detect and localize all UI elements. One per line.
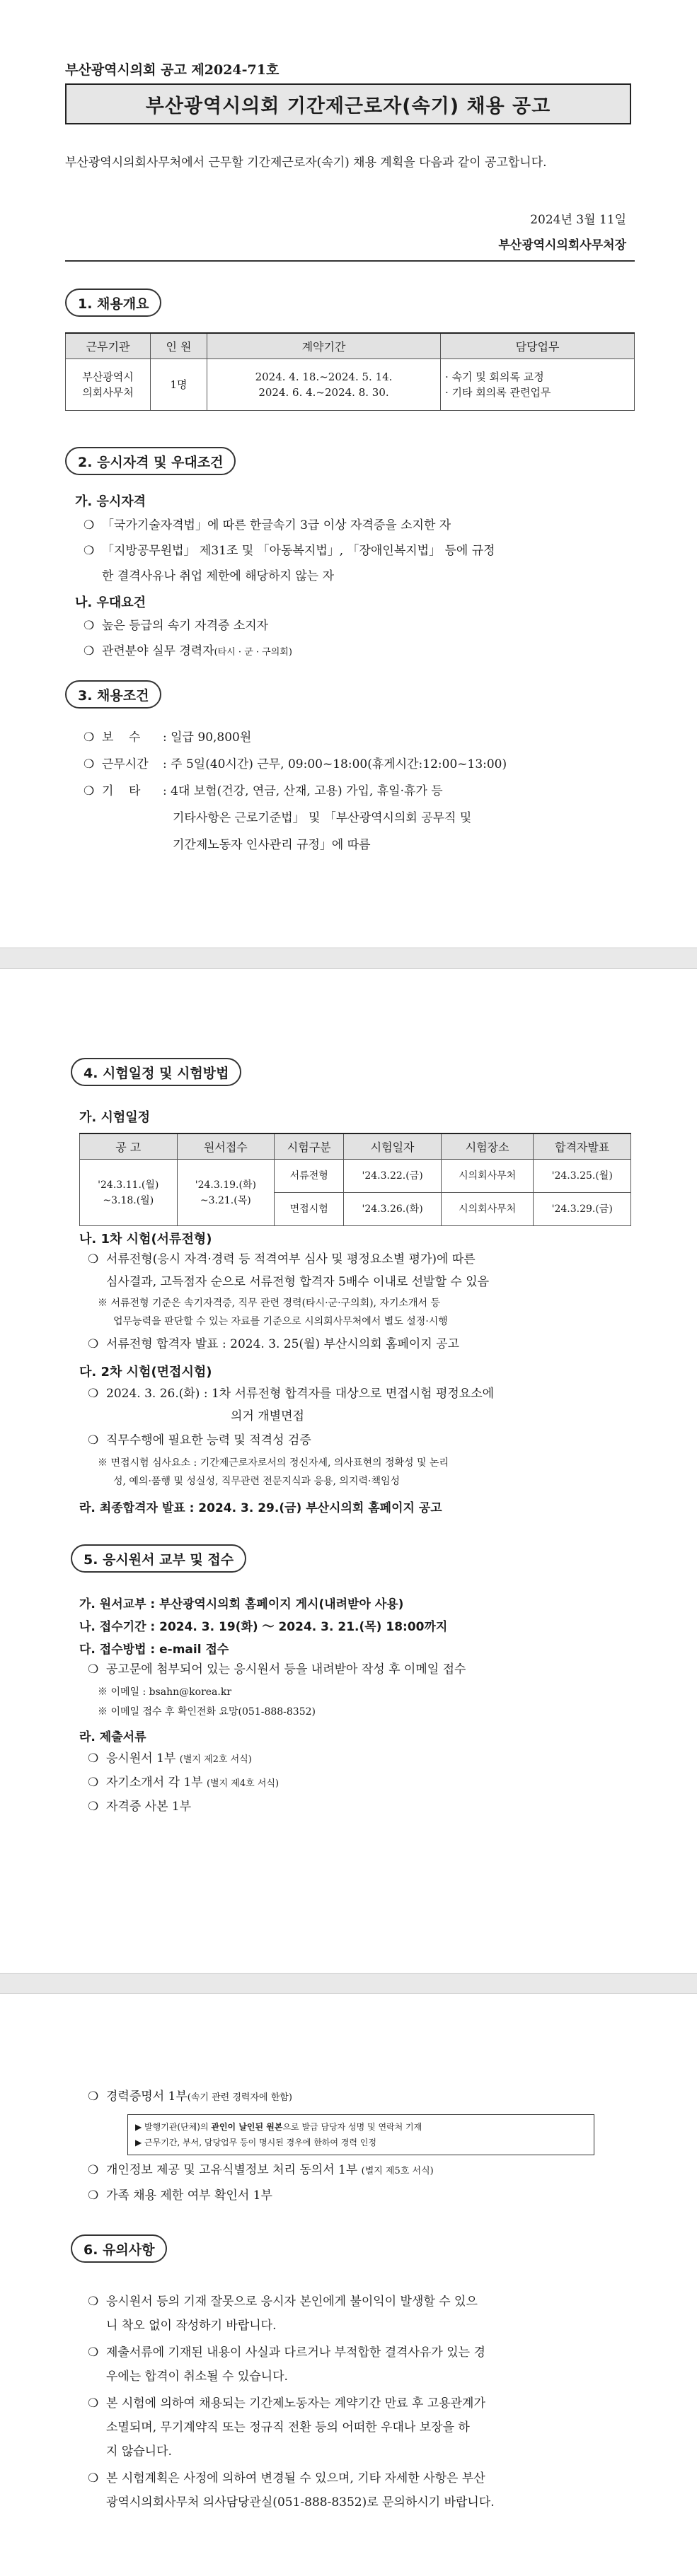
item-text: 가족 채용 제한 여부 확인서 1부	[106, 2189, 272, 2203]
list-item	[88, 2161, 434, 2181]
career-note-1	[135, 2119, 587, 2135]
item-continuation: 심사결과, 고득점자 순으로 서류전형 합격자 5배수 이내로 선발할 수 있음	[106, 1275, 490, 1289]
sub-heading: 다. 접수방법 : e-mail 접수	[79, 1643, 229, 1657]
bullet-icon: ❍	[88, 2090, 99, 2104]
section-6-title: 6. 유의사항	[71, 2234, 167, 2263]
cell-duty	[441, 359, 635, 411]
list-item	[88, 1749, 252, 1769]
sub-heading: 가. 원서교부 : 부산광역시의회 홈페이지 게시(내려받아 사용)	[79, 1597, 404, 1612]
item-text: 본 시험계획은 사정에 의하여 변경될 수 있으며, 기타 자세한 사항은 부산	[106, 2471, 485, 2485]
item-note: (별지 제5호 서식)	[361, 2166, 434, 2176]
duty-1: · 속기 및 회의록 교정	[445, 371, 544, 383]
email-note: ※ 이메일 : bsahn@korea.kr	[98, 1686, 232, 1698]
page-1	[0, 0, 697, 948]
cell-date: '24.3.22.(금)	[344, 1160, 442, 1193]
bullet-icon: ❍	[88, 1337, 99, 1351]
list-item	[88, 1335, 459, 1353]
issuing-organization: 부산광역시의회사무처장	[498, 238, 626, 252]
item-text: 「지방공무원법」 제31조 및 「아동복지법」, 「장애인복지법」 등에 규정	[102, 544, 495, 558]
col-header: 담당업무	[441, 333, 635, 359]
item-text: 자격증 사본 1부	[106, 1800, 192, 1814]
list-item	[88, 1250, 476, 1269]
sub-heading: 나. 우대요건	[75, 595, 146, 610]
list-item	[88, 1797, 191, 1816]
note: ※ 면접시험 심사요소 : 기간제근로자로서의 정신자세, 의사표현의 정확성 및 논리	[98, 1457, 449, 1469]
page-3	[0, 1994, 697, 2576]
career-note-box	[127, 2114, 594, 2155]
item-text: : 일급 90,800원	[163, 730, 252, 745]
note-text: 으로 발급 담당자 성명 및 연락처 기재	[282, 2122, 422, 2132]
item-text: : 4대 보험(건강, 연금, 산재, 고용) 가입, 휴일·휴가 등	[163, 784, 443, 798]
list-item	[88, 2394, 485, 2413]
list-item	[88, 1431, 311, 1450]
cell-place: 시의회사무처	[441, 1193, 534, 1226]
announcement-date: 2024년 3월 11일	[530, 213, 626, 227]
list-item	[88, 1773, 279, 1793]
item-note: (별지 제4호 서식)	[206, 1778, 280, 1789]
item-text: 서류전형 합격자 발표 : 2024. 3. 25(월) 부산시의회 홈페이지 공고	[106, 1337, 460, 1351]
list-item	[88, 1660, 466, 1679]
list-item	[83, 516, 451, 535]
item-continuation: 의거 개별면접	[231, 1409, 304, 1423]
career-note-2: ▶ 근무기간, 부서, 담당업무 등이 명시된 경우에 한하여 경력 인정	[135, 2138, 376, 2147]
item-continuation: 우에는 합격이 취소될 수 있습니다.	[106, 2370, 288, 2384]
bullet-icon: ❍	[83, 757, 95, 771]
section-4-title: 4. 시험일정 및 시험방법	[71, 1058, 241, 1086]
col-header: 근무기관	[66, 333, 151, 359]
cell-type: 서류전형	[275, 1160, 344, 1193]
section-3-title: 3. 채용조건	[65, 680, 161, 709]
item-text: 서류전형(응시 자격·경력 등 적격여부 심사 및 평정요소별 평가)에 따른	[106, 1252, 476, 1266]
page-break	[0, 1973, 697, 1994]
item-continuation: 소멸되며, 무기계약직 또는 정규직 전환 등의 어떠한 우대나 보장을 하	[106, 2420, 470, 2435]
list-item	[88, 1385, 494, 1403]
announcement-title: 부산광역시의회 기간제근로자(속기) 채용 공고	[65, 83, 631, 124]
list-item	[88, 2292, 478, 2311]
cell-apply: '24.3.19.(화) ~3.21.(목)	[177, 1160, 275, 1226]
item-note: (속기 관련 경력자에 한함)	[187, 2092, 292, 2103]
item-continuation: 기간제노동자 인사관리 규정」에 따름	[173, 838, 371, 852]
bullet-icon: ❍	[88, 2189, 99, 2203]
bullet-icon: ❍	[88, 1433, 99, 1447]
bullet-icon: ❍	[83, 518, 95, 532]
period-1: 2024. 4. 18.~2024. 5. 14.	[255, 371, 393, 383]
bullet-icon: ❍	[83, 544, 95, 558]
section-2-title: 2. 응시자격 및 우대조건	[65, 447, 236, 475]
item-text: 직무수행에 필요한 능력 및 적격성 검증	[106, 1433, 311, 1447]
list-item	[83, 782, 443, 800]
bullet-icon: ❍	[88, 2345, 99, 2360]
sub-heading: 다. 2차 시험(면접시험)	[79, 1365, 212, 1380]
item-text: : 주 5일(40시간) 근무, 09:00~18:00(휴게시간:12:00~13:00)	[163, 757, 507, 771]
item-text: 본 시험에 의하여 채용되는 기간제노동자는 계약기간 만료 후 고용관계가	[106, 2396, 485, 2411]
sub-heading: 라. 제출서류	[79, 1730, 146, 1744]
item-label: 기 타	[102, 784, 141, 798]
col-header: 인 원	[151, 333, 207, 359]
list-item	[83, 617, 268, 635]
table-row	[66, 359, 635, 411]
email-confirm-note: ※ 이메일 접수 후 확인전화 요망(051-888-8352)	[98, 1706, 316, 1718]
intro-text: 부산광역시의회사무처에서 근무할 기간제근로자(속기) 채용 계획을 다음과 같이 공고합니다.	[65, 156, 547, 170]
bullet-icon: ❍	[88, 1776, 99, 1790]
item-text: 응시원서 1부	[106, 1752, 176, 1766]
bullet-icon: ❍	[88, 1752, 99, 1766]
cell-agency: 부산광역시 의회사무처	[66, 359, 151, 411]
section-5-title: 5. 응시원서 교부 및 접수	[71, 1544, 246, 1573]
cell-period	[207, 359, 441, 411]
list-item	[88, 2469, 485, 2488]
sub-heading: 나. 1차 시험(서류전형)	[79, 1232, 212, 1247]
divider	[65, 260, 635, 262]
bullet-icon: ❍	[88, 2295, 99, 2309]
sub-heading: 가. 응시자격	[75, 494, 146, 509]
item-text: 응시원서 등의 기재 잘못으로 응시자 본인에게 불이익이 발생할 수 있으	[106, 2295, 478, 2309]
col-header: 시험구분	[275, 1133, 344, 1160]
item-continuation: 한 결격사유나 취업 제한에 해당하지 않는 자	[102, 569, 335, 583]
col-header: 공 고	[80, 1133, 178, 1160]
list-item	[88, 2343, 485, 2362]
cell-notice: '24.3.11.(월) ~3.18.(월)	[80, 1160, 178, 1226]
item-text: 2024. 3. 26.(화) : 1차 서류전형 합격자를 대상으로 면접시험 평정요소에	[106, 1387, 495, 1401]
bullet-icon: ❍	[88, 1252, 99, 1266]
item-note: (타시 · 군 · 구의회)	[214, 647, 292, 658]
item-text: 높은 등급의 속기 자격증 소지자	[102, 619, 269, 633]
bullet-icon: ❍	[88, 1387, 99, 1401]
col-header: 시험일자	[344, 1133, 442, 1160]
item-continuation: 광역시의회사무처 의사담당관실(051-888-8352)로 문의하시기 바랍니다.	[106, 2495, 495, 2510]
cell-type: 면접시험	[275, 1193, 344, 1226]
table-row	[80, 1160, 631, 1193]
item-text: 관련분야 실무 경력자	[102, 644, 214, 658]
note: 성, 예의·품행 및 성실성, 직무관련 전문지식과 응용, 의지력·책임성	[113, 1476, 401, 1487]
cell-result: '24.3.25.(월)	[534, 1160, 631, 1193]
bullet-icon: ❍	[83, 730, 95, 745]
note-emphasis: 관인이 날인된 원본	[211, 2122, 283, 2132]
list-item	[83, 728, 251, 747]
item-note: (별지 제2호 서식)	[179, 1754, 252, 1765]
item-continuation: 지 않습니다.	[106, 2444, 172, 2459]
bullet-icon: ❍	[88, 1800, 99, 1814]
item-label: 근무시간	[102, 757, 149, 771]
bullet-icon: ❍	[83, 644, 95, 658]
item-label: 보 수	[102, 730, 141, 745]
col-header: 계약기간	[207, 333, 441, 359]
col-header: 원서접수	[177, 1133, 275, 1160]
sub-heading: 가. 시험일정	[79, 1110, 151, 1125]
list-item	[88, 2186, 272, 2205]
list-item	[83, 542, 495, 560]
cell-result: '24.3.29.(금)	[534, 1193, 631, 1226]
note: 업무능력을 판단할 수 있는 자료를 기준으로 시의회사무처에서 별도 설정·시행	[113, 1316, 448, 1327]
cell-count: 1명	[151, 359, 207, 411]
list-item	[83, 642, 292, 662]
schedule-table	[79, 1133, 631, 1226]
duty-2: · 기타 회의록 관련업무	[445, 386, 551, 399]
item-text: 개인정보 제공 및 고유식별정보 처리 동의서 1부	[106, 2163, 358, 2177]
item-text: 제출서류에 기재된 내용이 사실과 다르거나 부적합한 결격사유가 있는 경	[106, 2345, 485, 2360]
note-text: ▶ 발행기관(단체)의	[135, 2122, 212, 2132]
sub-heading: 나. 접수기간 : 2024. 3. 19(화) ～ 2024. 3. 21.(목) 18:00까지	[79, 1620, 448, 1634]
period-2: 2024. 6. 4.~2024. 8. 30.	[258, 386, 389, 399]
bullet-icon: ❍	[83, 784, 95, 798]
page-break	[0, 948, 697, 969]
list-item	[88, 2087, 292, 2107]
bullet-icon: ❍	[83, 619, 95, 633]
bullet-icon: ❍	[88, 2396, 99, 2411]
section-1-title: 1. 채용개요	[65, 289, 161, 317]
item-continuation: 니 착오 없이 작성하기 바랍니다.	[106, 2319, 277, 2333]
list-item	[83, 755, 507, 774]
col-header: 시험장소	[441, 1133, 534, 1160]
final-announcement: 라. 최종합격자 발표 : 2024. 3. 29.(금) 부산시의회 홈페이지 공고	[79, 1501, 442, 1515]
item-text: 공고문에 첨부되어 있는 응시원서 등을 내려받아 작성 후 이메일 접수	[106, 1662, 466, 1677]
bullet-icon: ❍	[88, 2471, 99, 2485]
note: ※ 서류전형 기준은 속기자격증, 직무 관련 경력(타시·군·구의회), 자기소개서 등	[98, 1298, 441, 1309]
overview-table	[65, 332, 635, 411]
document-number: 부산광역시의회 공고 제2024-71호	[65, 62, 280, 78]
bullet-icon: ❍	[88, 1662, 99, 1677]
item-text: 경력증명서 1부	[106, 2090, 188, 2104]
item-continuation: 기타사항은 근로기준법」 및 「부산광역시의회 공무직 및	[173, 811, 472, 825]
bullet-icon: ❍	[88, 2163, 99, 2177]
item-text: 자기소개서 각 1부	[106, 1776, 203, 1790]
item-text: 「국가기술자격법」에 따른 한글속기 3급 이상 자격증을 소지한 자	[102, 518, 451, 532]
cell-place: 시의회사무처	[441, 1160, 534, 1193]
page-2	[0, 969, 697, 1973]
cell-date: '24.3.26.(화)	[344, 1193, 442, 1226]
col-header: 합격자발표	[534, 1133, 631, 1160]
